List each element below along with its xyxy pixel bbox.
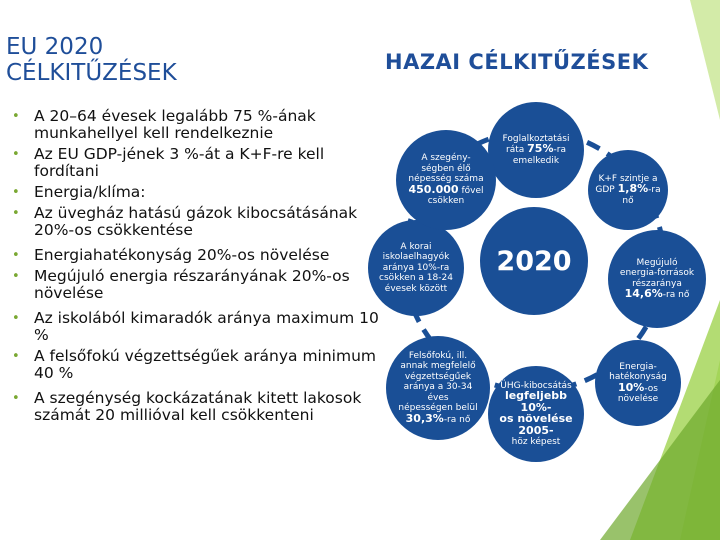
employment-circle: Foglalkoztatási ráta 75%-ra emelkedik xyxy=(488,102,584,198)
renewable-circle: Megújuló energia-források részaránya 14,6%-ra nő xyxy=(608,230,706,328)
bullet-item: • Megújuló energia részarányának 20%-os növelése xyxy=(12,267,350,302)
bullet-icon: • xyxy=(12,311,20,326)
bullet-icon: • xyxy=(12,147,20,162)
center-circle: 2020 xyxy=(480,207,588,315)
bullet-item: • Energiahatékonyság 20%-os növelése xyxy=(12,246,330,264)
bullet-icon: • xyxy=(12,269,20,284)
bullet-item: • Az üvegház hatású gázok kibocsátásának 20%-os csökkentése xyxy=(12,204,358,239)
bullet-icon: • xyxy=(12,185,20,200)
efficiency-circle: Energia- hatékonyság 10%-os növelése xyxy=(595,340,681,426)
eu-2020-title xyxy=(6,34,177,86)
hazai-title: HAZAI CÉLKITŰZÉSEK xyxy=(385,50,649,74)
target-list xyxy=(12,108,392,428)
bullet-item: • A 20–64 évesek legalább 75 %-ának munkahellyel kell rendelkeznie xyxy=(12,107,316,142)
bullet-icon: • xyxy=(12,109,20,124)
bullet-icon: • xyxy=(12,391,20,406)
poverty-circle: A szegény- ségben élő népesség száma 450.000 fővel csökken xyxy=(396,130,496,230)
title-line-2: CÉLKITŰZÉSEK xyxy=(6,60,177,86)
ghg-circle: ÜHG-kibocsátás legfeljebb 10%- os növelése 2005- höz képest xyxy=(488,366,584,462)
bullet-item: • Az EU GDP-jének 3 %-át a K+F-re kell fordítani xyxy=(12,145,325,180)
bullet-icon: • xyxy=(12,349,20,364)
rnd-circle: K+F szintje a GDP 1,8%-ra nő xyxy=(588,150,668,230)
title-line-1: EU 2020 xyxy=(6,34,104,60)
tertiary-circle: Felsőfokú, ill. annak megfelelő végzettségűek aránya a 30-34 éves népességen belül 30,3%-ra nő xyxy=(386,336,490,440)
bullet-item: • Az iskolából kimaradók aránya maximum 10 % xyxy=(12,309,379,344)
bullet-item: • Energia/klíma: xyxy=(12,183,146,201)
bullet-icon: • xyxy=(12,248,20,263)
bullet-item: • A felsőfokú végzettségűek aránya minimum 40 % xyxy=(12,347,377,382)
bullet-icon: • xyxy=(12,206,20,221)
dropout-circle: A korai iskolaelhagyók aránya 10%-ra csökken a 18-24 évesek között xyxy=(368,220,464,316)
bullet-item: • A szegénység kockázatának kitett lakosok számát 20 millióval kell csökkenteni xyxy=(12,389,362,424)
target-diagram xyxy=(340,80,720,480)
